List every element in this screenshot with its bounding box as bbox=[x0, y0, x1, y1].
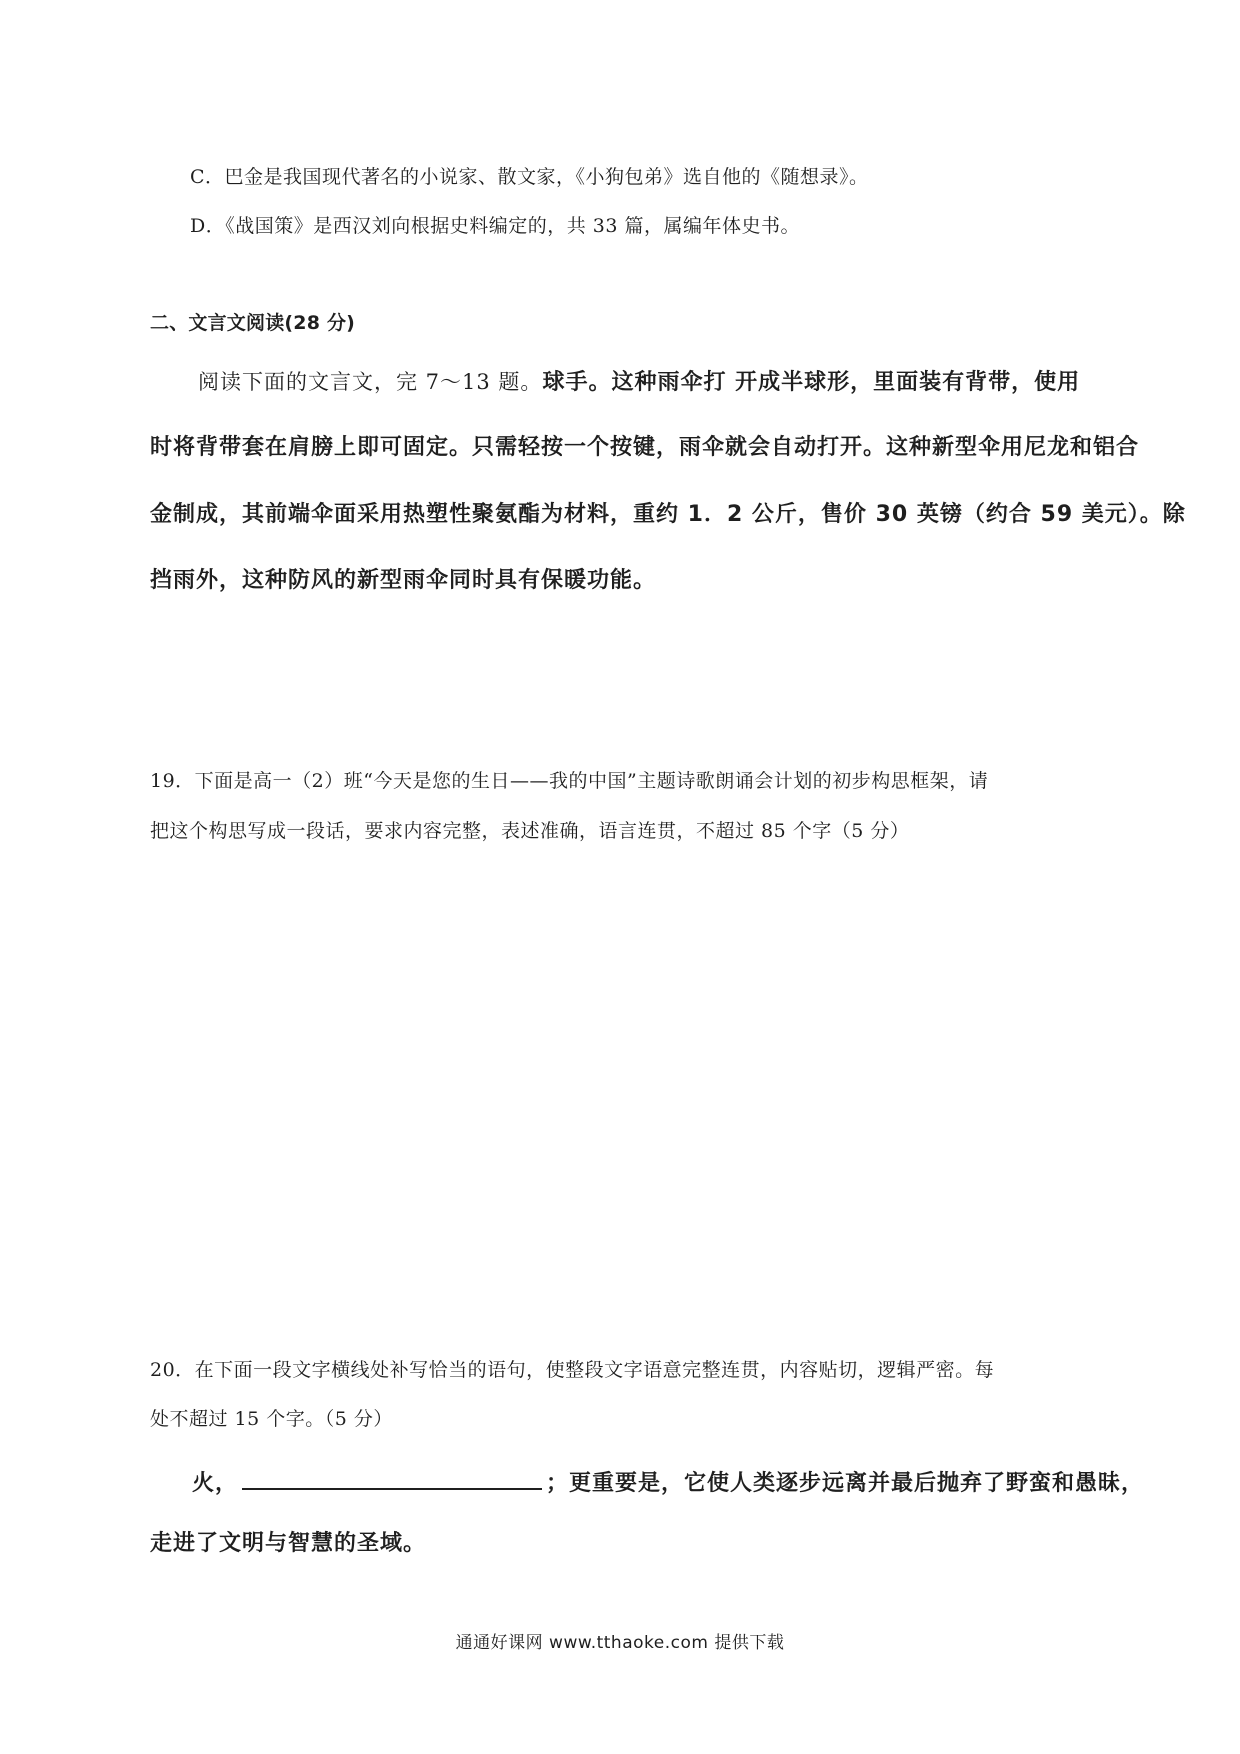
reading-line-1 bbox=[198, 365, 1080, 396]
reading-line-1-rest: 球手。这种雨伞打 开成半球形，里面装有背带，使用 bbox=[542, 370, 1081, 395]
reading-line-3: 金制成，其前端伞面采用热塑性聚氨酯为材料，重约 1．2 公斤，售价 30 英镑（约合 59 美元）。除 bbox=[150, 502, 1186, 527]
footer-text: 通通好课网 www.tthaoke.com 提供下载 bbox=[455, 1633, 785, 1653]
question-19-line-1: 19．下面是高一（2）班“今天是您的生日——我的中国”主题诗歌朗诵会计划的初步构思框架，请 bbox=[150, 770, 989, 792]
option-d: D．《战国策》是西汉刘向根据史料编定的，共 33 篇，属编年体史书。 bbox=[190, 215, 800, 237]
fill-prefix: 火， bbox=[192, 1471, 239, 1496]
reading-line-2: 时将背带套在肩膀上即可固定。只需轻按一个按键，雨伞就会自动打开。这种新型伞用尼龙和铝合 bbox=[150, 435, 1140, 460]
fill-suffix: ；更重要是，它使人类逐步远离并最后抛弃了野蛮和愚昧， bbox=[546, 1471, 1145, 1496]
reading-instruction: 阅读下面的文言文，完 7～13 题。 bbox=[198, 370, 543, 394]
section-heading: 二、文言文阅读(28 分) bbox=[150, 312, 356, 334]
question-20-line-1: 20．在下面一段文字横线处补写恰当的语句，使整段文字语意完整连贯，内容贴切，逻辑严密。每 bbox=[150, 1359, 995, 1381]
option-c: C．巴金是我国现代著名的小说家、散文家，《小狗包弟》选自他的《随想录》。 bbox=[190, 166, 869, 188]
answer-blank[interactable] bbox=[242, 1462, 542, 1490]
question-20-line-2: 处不超过 15 个字。（5 分） bbox=[150, 1408, 393, 1430]
question-20-line-4: 走进了文明与智慧的圣域。 bbox=[150, 1531, 427, 1556]
question-20-fill-line bbox=[192, 1462, 1144, 1497]
question-19-line-2: 把这个构思写成一段话，要求内容完整，表述准确，语言连贯，不超过 85 个字（5 分） bbox=[150, 820, 910, 842]
reading-line-4: 挡雨外，这种防风的新型雨伞同时具有保暖功能。 bbox=[150, 568, 657, 593]
